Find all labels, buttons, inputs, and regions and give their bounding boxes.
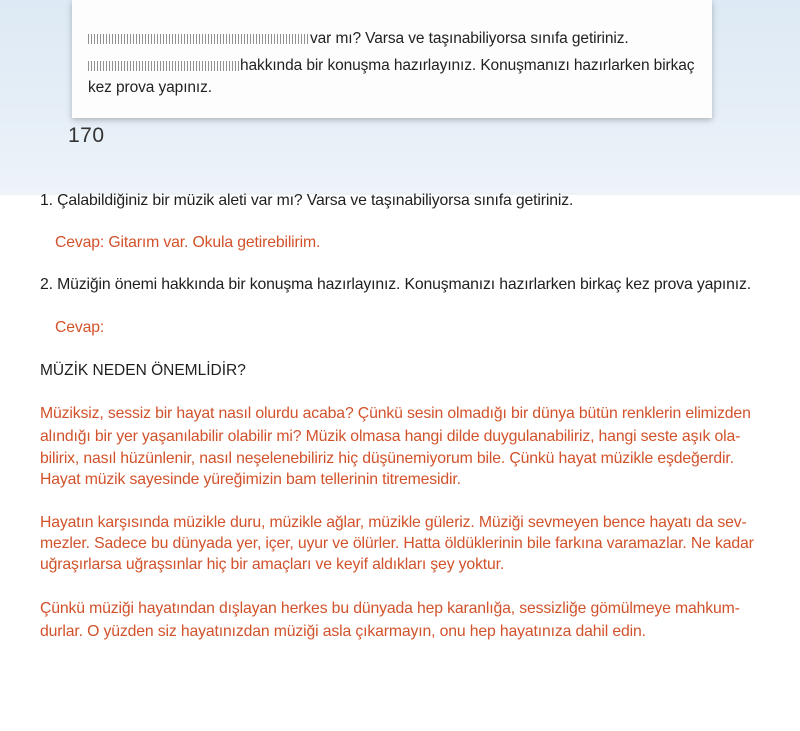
textbook-question-line-2 — [88, 57, 694, 75]
blurred-text — [88, 34, 310, 44]
question-1: 1. Çalabildiğiniz bir müzik aleti var mı? Varsa ve taşınabiliyorsa sınıfa getiriniz. — [40, 192, 574, 209]
textbook-question-line-1 — [88, 30, 629, 48]
answer-1: Cevap: Gitarım var. Okula getirebilirim. — [55, 234, 321, 251]
essay-line: alındığı bir yer yaşanılabilir olabilir mi? Müzik olmasa hangi dilde duygulanabiliriz, hangi seste aşık ola- — [40, 428, 741, 445]
textbook-page-card — [72, 0, 712, 118]
blurred-text — [88, 61, 240, 71]
card-line-1-text: var mı? Varsa ve taşınabiliyorsa sınıfa getiriniz. — [310, 30, 629, 47]
essay-line: Hayat müzik sayesinde yüreğimizin bam tellerinin titremesidir. — [40, 471, 461, 488]
essay-line: Çünkü müziği hayatından dışlayan herkes bu dünyada hep karanlığa, sessizliğe gömülmeye mahkum- — [40, 600, 740, 617]
question-2: 2. Müziğin önemi hakkında bir konuşma hazırlayınız. Konuşmanızı hazırlarken birkaç kez prova yapınız. — [40, 276, 751, 293]
essay-line: uğraşırlarsa uğraşsınlar hiç bir amaçları ve keyif aldıkları şey yoktur. — [40, 556, 505, 573]
page-number: 170 — [68, 124, 105, 147]
essay-line: durlar. O yüzden siz hayatınızdan müziği asla çıkarmayın, onu hep hayatınıza dahil edin. — [40, 623, 646, 640]
essay-line: Müziksiz, sessiz bir hayat nasıl olurdu acaba? Çünkü sesin olmadığı bir dünya bütün renklerin elimizden — [40, 405, 751, 422]
essay-line: mezler. Sadece bu dünyada yer, içer, uyur ve ölürler. Hatta öldüklerinin bile farkına varamazlar. Ne kadar — [40, 535, 754, 552]
essay-title: MÜZİK NEDEN ÖNEMLİDİR? — [40, 362, 246, 379]
essay-line: bilirix, nasıl hüzünlenir, nasıl neşelenebiliriz hiç düşünemiyorum bile. Çünkü hayat müzikle eşdeğerdir. — [40, 450, 734, 467]
essay-line: Hayatın karşısında müzikle duru, müzikle ağlar, müzikle güleriz. Müziği sevmeyen bence hayatı da sev- — [40, 514, 747, 531]
answer-2: Cevap: — [55, 319, 105, 336]
card-line-2-text: hakkında bir konuşma hazırlayınız. Konuşmanızı hazırlarken birkaç — [240, 57, 695, 74]
card-line-3-text: kez prova yapınız. — [88, 79, 212, 96]
